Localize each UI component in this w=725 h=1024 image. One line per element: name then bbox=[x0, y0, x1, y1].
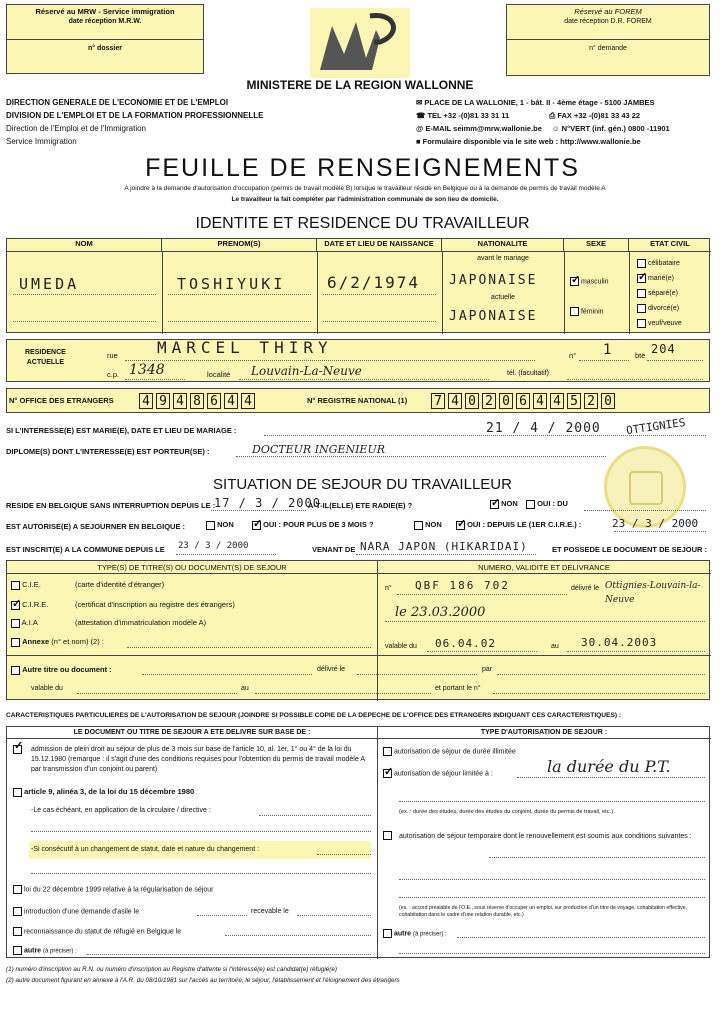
contact-vert: N°VERT (inf. gén.) 0800 -11901 bbox=[561, 124, 670, 133]
veuf-label: veuf/veuve bbox=[647, 320, 682, 327]
org-line-2: DIVISION DE L'EMPLOI ET DE LA FORMATION PROFESSIONNELLE bbox=[6, 111, 264, 120]
cp-value[interactable]: 1348 bbox=[129, 362, 165, 378]
org-line-1: DIRECTION GENERALE DE L'ECONOMIE ET DE L'EMPLOI bbox=[6, 98, 229, 107]
no-label-doc: n° bbox=[385, 585, 392, 592]
radie-non-checkbox[interactable] bbox=[490, 500, 499, 509]
reside-row bbox=[6, 498, 710, 513]
radie-oui[interactable] bbox=[526, 499, 568, 509]
mariage-row bbox=[6, 415, 710, 439]
celibataire-checkbox[interactable] bbox=[637, 259, 646, 268]
localite-label: localité bbox=[207, 370, 231, 379]
cp-label: c.p. bbox=[107, 370, 120, 379]
footnote-1: (1) numéro d'inscription au R.N. ou numéro d'inscription au Registre d'attente si l'intéressé(e) est candidat(e) réfugié(e) bbox=[6, 966, 338, 973]
office-digit-3[interactable]: 4 bbox=[173, 393, 187, 409]
doc-number[interactable]: QBF 186 702 bbox=[415, 579, 510, 592]
autre-right-checkbox[interactable] bbox=[383, 929, 392, 938]
forem-reserved-box bbox=[506, 4, 710, 76]
autorise-row bbox=[6, 519, 710, 534]
tel-label: tél. (facultatif) bbox=[507, 370, 550, 377]
ministry-title: MINISTERE DE LA REGION WALLONNE bbox=[246, 78, 474, 92]
autre-au-label: au bbox=[241, 685, 249, 692]
autorise-non[interactable] bbox=[206, 520, 234, 530]
office-digit-7[interactable]: 4 bbox=[241, 393, 255, 409]
mrw-logo-icon bbox=[310, 8, 410, 78]
h-nom: NOM bbox=[7, 239, 162, 252]
limitee-checkbox[interactable] bbox=[383, 769, 392, 778]
registre-digit-5[interactable]: 0 bbox=[499, 393, 513, 409]
nat-before-value[interactable]: JAPONAISE bbox=[449, 273, 538, 288]
venant-label: VENANT DE bbox=[312, 545, 356, 554]
residence-box bbox=[6, 339, 710, 382]
reside-value[interactable]: 17 / 3 / 2000 bbox=[214, 496, 321, 510]
office-digits bbox=[139, 393, 258, 409]
registre-digit-11[interactable]: 0 bbox=[601, 393, 615, 409]
ex1-label: (ex. : durée des études, durée des études du conjoint, durée du permis de travail, etc.) bbox=[399, 809, 613, 815]
forem-demande-label: n° demande bbox=[589, 45, 627, 52]
venant-value[interactable]: NARA JAPON (HIKARIDAI) bbox=[360, 540, 528, 553]
section1-title: IDENTITE ET RESIDENCE DU TRAVAILLEUR bbox=[195, 215, 530, 232]
plus3-non-checkbox[interactable] bbox=[414, 521, 423, 530]
rue-label: rue bbox=[107, 351, 118, 360]
annexe-checkbox[interactable] bbox=[11, 638, 20, 647]
localite-value[interactable]: Louvain-La-Neuve bbox=[251, 364, 362, 378]
refugie-option[interactable] bbox=[13, 927, 181, 936]
cie-desc: (carte d'identité d'étranger) bbox=[75, 580, 165, 589]
autre-left-precise: (à préciser) : bbox=[43, 948, 77, 955]
mrw-dossier-label: n° dossier bbox=[88, 45, 122, 52]
feminin-checkbox[interactable] bbox=[570, 307, 579, 316]
docs-h-right: NUMERO, VALIDITE ET DELIVRANCE bbox=[478, 563, 610, 572]
base-h-left: LE DOCUMENT OU TITRE DE SEJOUR A ETE DELIVRE SUR BASE DE : bbox=[73, 729, 311, 736]
carac-title: CARACTERISTIQUES PARTICULIERES DE L'AUTORISATION DE SEJOUR (JOINDRE SI POSSIBLE COPIE DE LA DEPECHE DE L'OFFICE DES ETRANGERS INDIQUANT CES CARACTERISTIQUES) : bbox=[6, 712, 622, 719]
oui-depuis-label: OUI : DEPUIS LE (1ER C.I.R.E.) : bbox=[467, 520, 582, 529]
office-digit-1[interactable]: 4 bbox=[139, 393, 153, 409]
mrw-logo bbox=[310, 8, 410, 78]
oui-depuis[interactable] bbox=[456, 520, 581, 530]
au-label-doc: au bbox=[551, 643, 559, 650]
possede-label: ET POSSEDE LE DOCUMENT DE SEJOUR : bbox=[552, 545, 708, 554]
registre-digit-1[interactable]: 7 bbox=[431, 393, 445, 409]
cire-checkbox[interactable] bbox=[11, 601, 20, 610]
residence-label-1: RESIDENCE bbox=[25, 349, 66, 356]
changement-label: -Si consécutif à un changement de statut, date et nature du changement : bbox=[31, 846, 260, 853]
limitee-option[interactable] bbox=[383, 769, 493, 778]
fax-icon: ⎙ bbox=[549, 111, 558, 120]
mrw-reserved-box bbox=[6, 4, 204, 74]
loi1999-checkbox[interactable] bbox=[13, 885, 22, 894]
mrw-date-label: date réception M.R.W. bbox=[68, 18, 142, 25]
autre-left-label: autre bbox=[23, 947, 42, 955]
diplome-value[interactable]: DOCTEUR INGENIEUR bbox=[252, 443, 386, 456]
residence-label-2: ACTUELLE bbox=[26, 359, 65, 366]
doc-autre[interactable] bbox=[11, 665, 112, 675]
autre-doc-checkbox[interactable] bbox=[11, 666, 20, 675]
registre-digit-6[interactable]: 6 bbox=[516, 393, 530, 409]
diplome-row bbox=[6, 445, 710, 459]
org-line-4: Service Immigration bbox=[6, 137, 77, 146]
intro-line-1: A joindre à la demande d'autorisation d'occupation (permis de travail modèle B) lorsque le travailleur réside en Belgique ou à la demande de permis de travail modèle A bbox=[124, 185, 606, 192]
sexe-masculin[interactable] bbox=[570, 277, 609, 286]
valable-to[interactable]: 30.04.2003 bbox=[581, 636, 658, 649]
valable-label-doc: valable du bbox=[385, 643, 417, 650]
h-date: DATE ET LIEU DE NAISSANCE bbox=[317, 239, 442, 252]
diplome-label: DIPLOME(S) DONT L'INTERESSE(E) EST PORTEUR(SE) : bbox=[6, 447, 210, 456]
separe-checkbox[interactable] bbox=[637, 289, 646, 298]
divorce-label: divorcé(e) bbox=[647, 305, 680, 312]
art9-option[interactable] bbox=[13, 787, 194, 797]
forem-reserved-label: Réservé au FOREM bbox=[574, 7, 642, 16]
nat-actuelle-label: actuelle bbox=[490, 294, 516, 301]
annexe-desc: (n° et nom) (2) : bbox=[51, 637, 104, 646]
org-line-3: Direction de l'Emploi et de l'Immigration bbox=[6, 124, 146, 133]
doc-date[interactable]: le 23.03.2000 bbox=[395, 605, 486, 620]
registre-label: N° REGISTRE NATIONAL (1) bbox=[307, 396, 408, 405]
art10-label: admission de plein droit au séjour de plus de 3 mois sur base de l'article 10, al. 1er, 1° ou 4° de la loi du 15.12.1980 (remarque : il s'agit d'une des conditions requises pour l'obtention du permis de travail modèle A par transmission d'un conjoint ou parent) bbox=[31, 746, 365, 773]
contact-block bbox=[416, 96, 721, 148]
autre-right-label: autre bbox=[393, 930, 412, 938]
footnote-2: (2) autre document figurant en annexe à l'A.R. du 08/10/1981 sur l'accès au territoire, le séjour, l'établissement et l'éloignement des étrangers bbox=[6, 977, 400, 984]
no-label: n° bbox=[569, 351, 577, 360]
registre-digits bbox=[431, 393, 618, 409]
valable-from[interactable]: 06.04.02 bbox=[435, 637, 496, 650]
no-value[interactable]: 1 bbox=[603, 342, 615, 358]
identity-table bbox=[6, 238, 710, 333]
date-value[interactable]: 6/2/1974 bbox=[327, 273, 421, 292]
form-icon: ■ bbox=[416, 137, 423, 146]
contact-address: PLACE DE LA WALLONIE, 1 - bât. II - 4ème étage - 5100 JAMBES bbox=[424, 98, 655, 107]
base-h-right: TYPE D'AUTORISATION DE SEJOUR : bbox=[480, 729, 608, 736]
asile-checkbox[interactable] bbox=[13, 907, 22, 916]
intro-line-2: Le travailleur la fait compléter par l'administration communale de son lieu de domicile. bbox=[231, 196, 499, 203]
office-digit-2[interactable]: 9 bbox=[156, 393, 170, 409]
ids-box bbox=[6, 388, 710, 413]
contact-email: E-MAIL seimm@mrw.wallonie.be bbox=[425, 124, 542, 133]
email-icon: @ bbox=[416, 124, 426, 133]
autre-delivre-label: délivré le bbox=[317, 666, 346, 673]
mail-icon: ✉ bbox=[416, 98, 425, 107]
art10-option[interactable] bbox=[13, 745, 373, 775]
bte-value[interactable]: 204 bbox=[651, 342, 676, 356]
radie-oui-label: OUI : DU bbox=[537, 499, 568, 508]
inscrit-label: EST INSCRIT(E) A LA COMMUNE DEPUIS LE bbox=[6, 545, 165, 554]
autre-portant-label: et portant le n° bbox=[435, 685, 481, 692]
temporaire-checkbox[interactable] bbox=[383, 831, 392, 840]
circulaire-label: -Le cas échéant, en application de la circulaire / directive : bbox=[31, 807, 211, 814]
plus3-non[interactable] bbox=[414, 520, 442, 530]
bte-label: bte bbox=[635, 351, 646, 360]
mariage-label: SI L'INTERESSE(E) EST MARIE(E), DATE ET LIEU DE MARIAGE : bbox=[6, 426, 237, 435]
radie-label: A-T-IL(ELLE) ETE RADIE(E) ? bbox=[308, 501, 413, 510]
registre-digit-8[interactable]: 4 bbox=[550, 393, 564, 409]
autorise-non-label: NON bbox=[217, 520, 234, 529]
base-table bbox=[6, 726, 710, 958]
temporaire-label: autorisation de séjour temporaire dont le renouvellement est soumis aux conditions suivantes : bbox=[399, 833, 692, 840]
org-block bbox=[6, 96, 346, 148]
nom-value[interactable]: UMEDA bbox=[19, 275, 80, 293]
sexe-feminin[interactable] bbox=[570, 307, 604, 316]
registre-digit-2[interactable]: 4 bbox=[448, 393, 462, 409]
registre-digit-7[interactable]: 4 bbox=[533, 393, 547, 409]
plus3-checkbox[interactable] bbox=[252, 521, 261, 530]
asile-option[interactable] bbox=[13, 907, 139, 916]
illimitee-option[interactable] bbox=[383, 747, 516, 756]
nat-before-label: avant le mariage bbox=[477, 255, 529, 262]
limitee-label: autorisation de séjour limitée à : bbox=[393, 770, 493, 778]
feminin-label: féminin bbox=[580, 308, 604, 316]
inscrit-value[interactable]: 23 / 3 / 2000 bbox=[178, 541, 249, 551]
contact-tel: TEL +32 -(0)81 33 31 11 bbox=[427, 111, 510, 120]
recevable-label: recevable le bbox=[251, 908, 289, 915]
autre-par-label: par bbox=[482, 666, 493, 673]
loi1999-option[interactable] bbox=[13, 885, 213, 894]
autorise-label: EST AUTORISE(E) A SEJOURNER EN BELGIQUE : bbox=[6, 522, 186, 531]
phone-icon: ☎ bbox=[416, 111, 428, 120]
asile-label: introduction d'une demande d'asile le bbox=[23, 908, 140, 916]
radie-non[interactable] bbox=[490, 499, 518, 509]
cire-label: C.I.R.E. bbox=[22, 600, 49, 609]
doc-aia[interactable] bbox=[11, 618, 207, 628]
masculin-checkbox[interactable] bbox=[570, 277, 579, 286]
registre-digit-4[interactable]: 2 bbox=[482, 393, 496, 409]
celibataire-label: célibataire bbox=[647, 260, 680, 267]
masculin-label: masculin bbox=[580, 278, 609, 286]
autorise-plus3[interactable] bbox=[252, 520, 374, 530]
office-digit-6[interactable]: 4 bbox=[224, 393, 238, 409]
cie-label: C.I.E. bbox=[22, 580, 41, 589]
nat-actuelle-value[interactable]: JAPONAISE bbox=[449, 309, 538, 324]
h-sexe: SEXE bbox=[564, 239, 629, 252]
aia-desc: (attestation d'immatriculation modèle A) bbox=[75, 618, 207, 627]
annexe-label: Annexe bbox=[22, 637, 50, 646]
contact-fax: FAX +32 -(0)81 33 43 22 bbox=[557, 111, 641, 120]
limitee-value[interactable]: la durée du P.T. bbox=[547, 757, 671, 776]
form-title: FEUILLE DE RENSEIGNEMENTS bbox=[145, 154, 580, 182]
autre-right-precise: (à préciser) : bbox=[413, 931, 447, 938]
autorise-non-checkbox[interactable] bbox=[206, 521, 215, 530]
marie-label: marié(e) bbox=[647, 275, 675, 282]
rue-value[interactable]: MARCEL THIRY bbox=[157, 338, 333, 357]
registre-digit-9[interactable]: 5 bbox=[567, 393, 581, 409]
mariage-place[interactable]: OTTIGNIES bbox=[625, 415, 687, 438]
radie-non-label: NON bbox=[501, 499, 518, 508]
registre-digit-10[interactable]: 2 bbox=[584, 393, 598, 409]
art9-checkbox[interactable] bbox=[13, 788, 22, 797]
aia-label: A.I.A bbox=[21, 618, 38, 627]
office-label: N° OFFICE DES ETRANGERS bbox=[9, 396, 114, 405]
vert-icon: ☺ bbox=[551, 124, 562, 133]
plus3-label: OUI : POUR PLUS DE 3 MOIS ? bbox=[263, 520, 374, 529]
office-digit-5[interactable]: 6 bbox=[207, 393, 221, 409]
documents-table bbox=[6, 560, 710, 700]
inscrit-row bbox=[6, 541, 710, 556]
illimitee-checkbox[interactable] bbox=[383, 747, 392, 756]
etat-civil-options bbox=[637, 256, 682, 331]
delivre-label-doc: délivré le bbox=[571, 585, 600, 592]
residence-label bbox=[25, 348, 66, 368]
registre-digit-3[interactable]: 0 bbox=[465, 393, 479, 409]
aia-checkbox[interactable] bbox=[11, 619, 20, 628]
prenom-value[interactable]: TOSHIYUKI bbox=[177, 275, 286, 293]
doc-cie[interactable] bbox=[11, 580, 165, 590]
forem-date-label: date réception D.R. FOREM bbox=[564, 18, 652, 25]
loi1999-label: loi du 22 décembre 1999 relative à la régularisation de séjour bbox=[23, 886, 214, 894]
separe-label: séparé(e) bbox=[647, 290, 678, 297]
cire-date[interactable]: 23 / 3 / 2000 bbox=[612, 517, 699, 530]
delivre-value[interactable]: Ottignies-Louvain-la-Neuve bbox=[605, 581, 701, 605]
h-prenom: PRENOM(S) bbox=[162, 239, 317, 252]
office-digit-4[interactable]: 8 bbox=[190, 393, 204, 409]
autre-left-option[interactable] bbox=[13, 946, 77, 955]
docs-h-left: TYPE(S) DE TITRE(S) OU DOCUMENT(S) DE SEJOUR bbox=[97, 563, 287, 572]
refugie-label: reconnaissance du statut de réfugié en Belgique le bbox=[23, 928, 182, 936]
h-etat: ETAT CIVIL bbox=[629, 239, 711, 252]
ex2-label: (ex. : accord préalable de l'O.E., sous réserve d'occuper un emploi, sur production d'un titre de voyage, cohabitation effective, cohabitation dans le cadre d'une relation durable, etc.) bbox=[399, 905, 688, 918]
autre-valable-label: valable du bbox=[31, 685, 63, 692]
oui-depuis-checkbox[interactable] bbox=[456, 521, 465, 530]
mrw-reserved-label: Réservé au MRW - Service immigration bbox=[35, 7, 175, 16]
contact-web: Formulaire disponible via le site web : http://www.wallonie.be bbox=[422, 137, 641, 146]
mariage-date[interactable]: 21 / 4 / 2000 bbox=[486, 421, 601, 436]
autre-right-option[interactable] bbox=[383, 929, 447, 938]
reside-label: RESIDE EN BELGIQUE SANS INTERRUPTION DEPUIS LE : bbox=[6, 501, 216, 510]
temporaire-option[interactable] bbox=[383, 829, 707, 845]
doc-cire[interactable] bbox=[11, 600, 235, 610]
marie-checkbox[interactable] bbox=[637, 274, 646, 283]
autre-doc-label: Autre titre ou document : bbox=[22, 665, 112, 674]
veuf-checkbox[interactable] bbox=[637, 319, 646, 328]
cire-desc: (certificat d'inscription au registre des étrangers) bbox=[75, 600, 235, 609]
illimitee-label: autorisation de séjour de durée illimitée bbox=[393, 748, 516, 756]
art10-checkbox[interactable] bbox=[13, 745, 22, 754]
refugie-checkbox[interactable] bbox=[13, 927, 22, 936]
h-nat: NATIONALITE bbox=[442, 239, 564, 252]
cie-checkbox[interactable] bbox=[11, 581, 20, 590]
radie-oui-checkbox[interactable] bbox=[526, 500, 535, 509]
section2-title: SITUATION DE SEJOUR DU TRAVAILLEUR bbox=[213, 476, 512, 493]
autre-left-checkbox[interactable] bbox=[13, 946, 22, 955]
art9-label: article 9, alinéa 3, de la loi du 15 décembre 1980 bbox=[24, 787, 195, 796]
plus3-non-label: NON bbox=[425, 520, 442, 529]
divorce-checkbox[interactable] bbox=[637, 304, 646, 313]
doc-annexe[interactable] bbox=[11, 637, 371, 647]
